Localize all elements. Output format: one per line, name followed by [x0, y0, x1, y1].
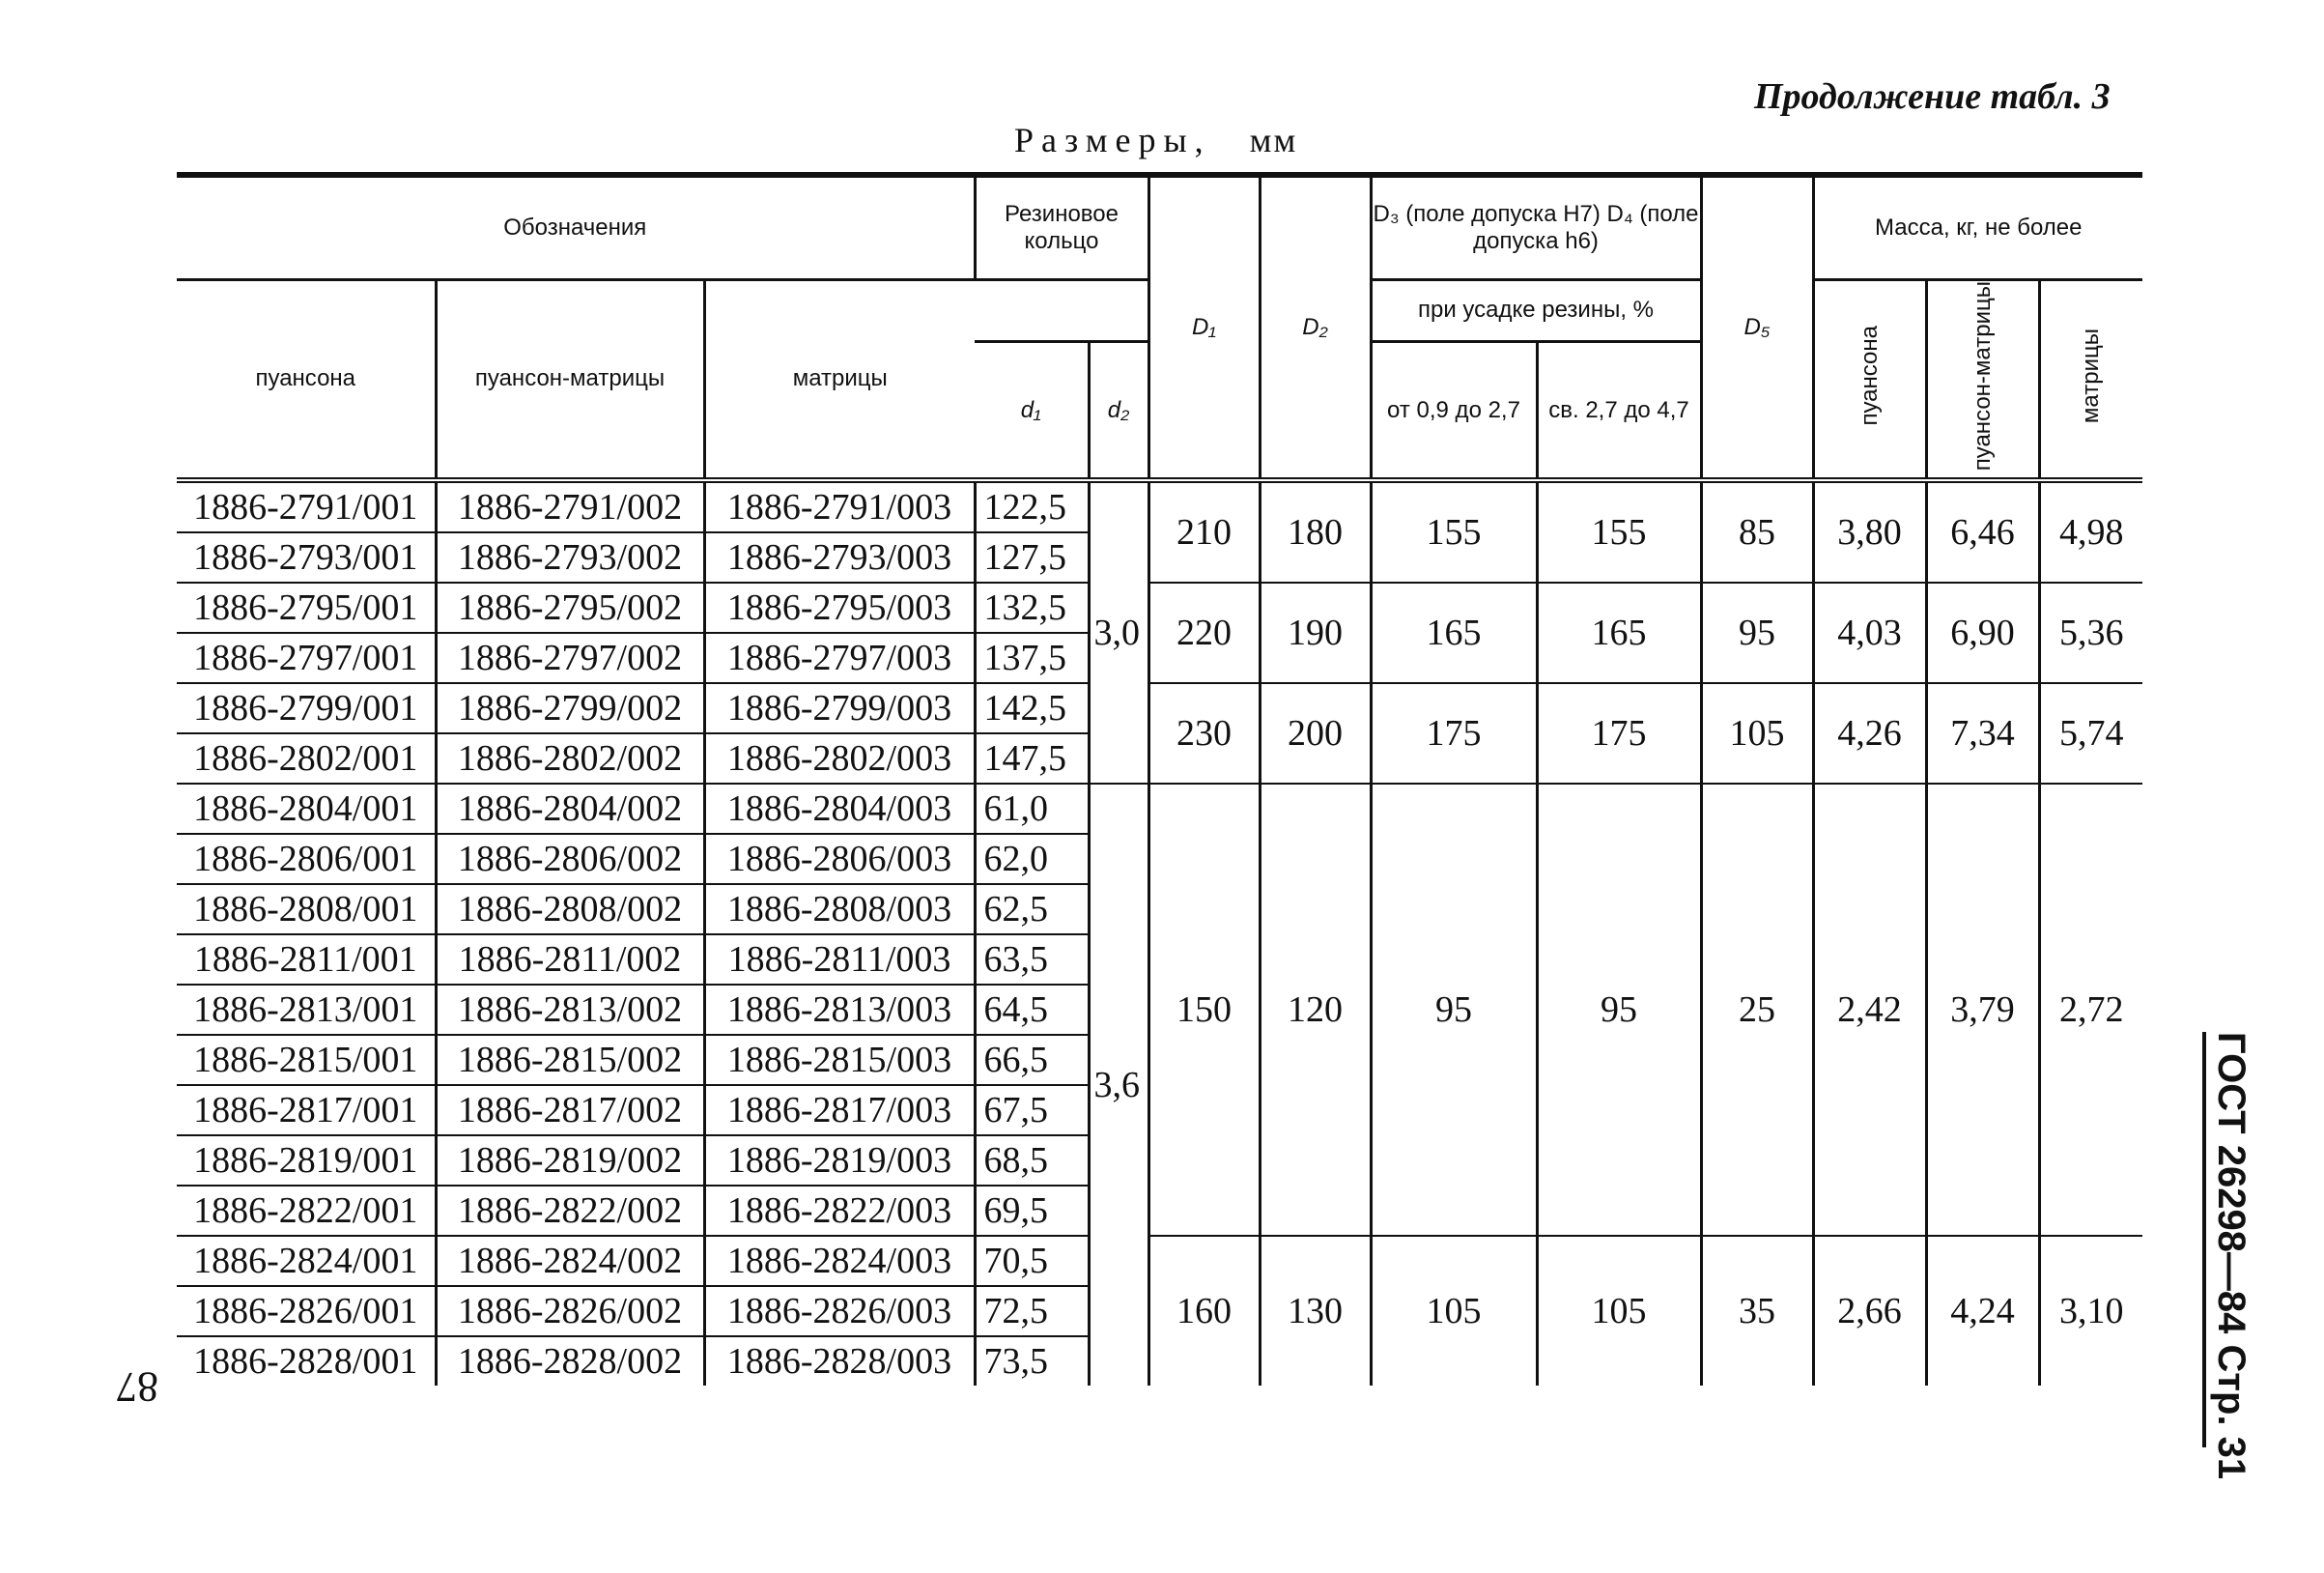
- mass-punch-die-label: пуансон-матрицы: [1969, 280, 1996, 471]
- punch-die-code: 1886-2808/002: [436, 884, 704, 934]
- table-row: [177, 683, 2142, 733]
- punch-code: 1886-2808/001: [177, 884, 436, 934]
- punch-die-code: 1886-2804/002: [436, 784, 704, 834]
- header-shrink-high: св. 2,7 до 4,7: [1537, 342, 1701, 480]
- punch-code: 1886-2826/001: [177, 1286, 436, 1336]
- header-d1-diameter: D₁: [1148, 175, 1260, 480]
- ring-d1-value: 127,5: [975, 532, 1089, 583]
- header-mass-punch: [1813, 279, 1926, 480]
- d5-diameter-value: 85: [1701, 480, 1813, 583]
- punch-code: 1886-2802/001: [177, 733, 436, 784]
- ring-d2-value: 3,0: [1089, 480, 1148, 784]
- header-d2-diameter: D₂: [1260, 175, 1371, 480]
- ring-d1-value: 73,5: [975, 1336, 1089, 1386]
- ring-d1-value: 69,5: [975, 1186, 1089, 1236]
- punch-die-code: 1886-2822/002: [436, 1186, 704, 1236]
- punch-die-code: 1886-2824/002: [436, 1236, 704, 1286]
- die-code: 1886-2815/003: [704, 1035, 975, 1085]
- mass-punch-label: пуансона: [1856, 325, 1883, 426]
- ring-d1-value: 137,5: [975, 633, 1089, 683]
- die-code: 1886-2799/003: [704, 683, 975, 733]
- table-caption: [1014, 120, 1297, 160]
- header-mass-punch-die: [1926, 279, 2039, 480]
- mass-punch-die-value: 6,90: [1926, 583, 2039, 683]
- die-code: 1886-2804/003: [704, 784, 975, 834]
- table-row: [177, 784, 2142, 834]
- punch-code: 1886-2806/001: [177, 834, 436, 884]
- caption-text: Размеры,: [1014, 121, 1211, 159]
- table-body: [177, 480, 2142, 1386]
- header-punch-die: пуансон-матрицы: [436, 279, 704, 480]
- d3-diameter-value: 165: [1371, 583, 1537, 683]
- d2-diameter-value: 180: [1260, 480, 1371, 583]
- d4-diameter-value: 95: [1537, 784, 1701, 1236]
- page-number: 87: [116, 1363, 158, 1411]
- punch-die-code: 1886-2815/002: [436, 1035, 704, 1085]
- die-code: 1886-2822/003: [704, 1186, 975, 1236]
- die-code: 1886-2797/003: [704, 633, 975, 683]
- mass-die-value: 5,74: [2039, 683, 2142, 784]
- continuation-note: Продолжение табл. 3: [1754, 76, 2111, 117]
- d5-diameter-value: 35: [1701, 1236, 1813, 1386]
- mass-punch-value: 2,66: [1813, 1236, 1926, 1386]
- punch-code: 1886-2824/001: [177, 1236, 436, 1286]
- punch-code: 1886-2813/001: [177, 985, 436, 1035]
- ring-d1-value: 67,5: [975, 1085, 1089, 1135]
- punch-die-code: 1886-2797/002: [436, 633, 704, 683]
- die-code: 1886-2819/003: [704, 1135, 975, 1186]
- header-ring-spacer-2: [1089, 279, 1148, 342]
- header-shrink-low: от 0,9 до 2,7: [1371, 342, 1537, 480]
- die-code: 1886-2817/003: [704, 1085, 975, 1135]
- die-code: 1886-2806/003: [704, 834, 975, 884]
- d1-diameter-value: 160: [1148, 1236, 1260, 1386]
- mass-punch-die-value: 3,79: [1926, 784, 2039, 1236]
- mass-punch-value: 3,80: [1813, 480, 1926, 583]
- header-d5-diameter: D₅: [1701, 175, 1813, 480]
- die-code: 1886-2791/003: [704, 480, 975, 532]
- header-designations: Обозначения: [177, 175, 975, 279]
- caption-unit: мм: [1249, 121, 1298, 159]
- d2-diameter-value: 130: [1260, 1236, 1371, 1386]
- punch-code: 1886-2804/001: [177, 784, 436, 834]
- mass-die-value: 5,36: [2039, 583, 2142, 683]
- punch-code: 1886-2828/001: [193, 1340, 418, 1382]
- header-mass: Масса, кг, не более: [1813, 175, 2142, 279]
- mass-die-value: 2,72: [2039, 784, 2142, 1236]
- mass-punch-value: 2,42: [1813, 784, 1926, 1236]
- mass-punch-value: 4,03: [1813, 583, 1926, 683]
- d1-diameter-value: 210: [1148, 480, 1260, 583]
- die-code: 1886-2826/003: [704, 1286, 975, 1336]
- punch-code: 1886-2795/001: [177, 583, 436, 633]
- ring-d1-value: 68,5: [975, 1135, 1089, 1186]
- d4-diameter-value: 105: [1537, 1236, 1701, 1386]
- ring-d1-value: 66,5: [975, 1035, 1089, 1085]
- ring-d1-value: 64,5: [975, 985, 1089, 1035]
- punch-die-code: 1886-2813/002: [436, 985, 704, 1035]
- d5-diameter-value: 25: [1701, 784, 1813, 1236]
- header-rubber-ring: Резиновое кольцо: [975, 175, 1148, 279]
- header-ring-spacer: [975, 279, 1089, 342]
- d2-diameter-value: 120: [1260, 784, 1371, 1236]
- die-code: 1886-2795/003: [704, 583, 975, 633]
- punch-code: 1886-2811/001: [177, 934, 436, 985]
- ring-d1-value: 62,0: [975, 834, 1089, 884]
- ring-d1-value: 132,5: [975, 583, 1089, 633]
- punch-die-code: 1886-2817/002: [436, 1085, 704, 1135]
- punch-die-code: 1886-2793/002: [436, 532, 704, 583]
- mass-die-value: 3,10: [2039, 1236, 2142, 1386]
- mass-die-value: 4,98: [2039, 480, 2142, 583]
- punch-code: 1886-2799/001: [177, 683, 436, 733]
- header-ring-d1: d₁: [975, 342, 1089, 480]
- mass-punch-die-value: 4,24: [1926, 1236, 2039, 1386]
- punch-code: 1886-2791/001: [177, 480, 436, 532]
- standard-label-text: ГОСТ 26298—84 Стр. 31: [2210, 1032, 2253, 1480]
- die-code: 1886-2813/003: [704, 985, 975, 1035]
- d4-diameter-value: 155: [1537, 480, 1701, 583]
- standard-side-label: [2202, 1032, 2260, 1480]
- ring-d1-value: 70,5: [975, 1236, 1089, 1286]
- d1-diameter-value: 220: [1148, 583, 1260, 683]
- ring-d1-value: 147,5: [975, 733, 1089, 784]
- ring-d1-value: 61,0: [975, 784, 1089, 834]
- punch-die-code: 1886-2791/002: [436, 480, 704, 532]
- ring-d1-value: 63,5: [975, 934, 1089, 985]
- header-ring-d2: d₂: [1089, 342, 1148, 480]
- header-d3-d4: D₃ (поле допуска H7) D₄ (поле допуска h6): [1371, 175, 1701, 279]
- dimensions-table: [177, 172, 2142, 1386]
- d1-diameter-value: 150: [1148, 784, 1260, 1236]
- die-code: 1886-2808/003: [704, 884, 975, 934]
- ring-d1-value: 72,5: [975, 1286, 1089, 1336]
- table-row: [177, 1236, 2142, 1286]
- punch-code: 1886-2815/001: [177, 1035, 436, 1085]
- table-row: [177, 480, 2142, 532]
- ring-d1-value: 62,5: [975, 884, 1089, 934]
- ring-d2-value: 3,6: [1089, 784, 1148, 1386]
- die-code: 1886-2828/003: [704, 1336, 975, 1386]
- punch-die-code: 1886-2828/002: [436, 1336, 704, 1386]
- die-code: 1886-2811/003: [704, 934, 975, 985]
- d4-diameter-value: 165: [1537, 583, 1701, 683]
- punch-die-code: 1886-2802/002: [436, 733, 704, 784]
- mass-punch-die-value: 6,46: [1926, 480, 2039, 583]
- punch-code: 1886-2797/001: [177, 633, 436, 683]
- punch-code: 1886-2817/001: [177, 1085, 436, 1135]
- punch-code: 1886-2793/001: [177, 532, 436, 583]
- header-mass-die: [2039, 279, 2142, 480]
- d5-diameter-value: 95: [1701, 583, 1813, 683]
- mass-punch-value: 4,26: [1813, 683, 1926, 784]
- punch-code: 1886-2822/001: [177, 1186, 436, 1236]
- d3-diameter-value: 105: [1371, 1236, 1537, 1386]
- d3-diameter-value: 95: [1371, 784, 1537, 1236]
- ring-d1-value: 122,5: [975, 480, 1089, 532]
- d5-diameter-value: 105: [1701, 683, 1813, 784]
- punch-die-code: 1886-2799/002: [436, 683, 704, 733]
- die-code: 1886-2802/003: [704, 733, 975, 784]
- punch-die-code: 1886-2826/002: [436, 1286, 704, 1336]
- mass-die-label: матрицы: [2078, 328, 2105, 423]
- punch-die-code: 1886-2795/002: [436, 583, 704, 633]
- punch-code: 1886-2819/001: [177, 1135, 436, 1186]
- ring-d1-value: 142,5: [975, 683, 1089, 733]
- table-row: [177, 583, 2142, 633]
- d2-diameter-value: 200: [1260, 683, 1371, 784]
- d3-diameter-value: 175: [1371, 683, 1537, 784]
- header-punch: пуансона: [177, 279, 436, 480]
- d4-diameter-value: 175: [1537, 683, 1701, 784]
- mass-punch-die-value: 7,34: [1926, 683, 2039, 784]
- die-code: 1886-2824/003: [704, 1236, 975, 1286]
- die-code: 1886-2793/003: [704, 532, 975, 583]
- header-shrinkage: при усадке резины, %: [1371, 279, 1701, 342]
- header-die: матрицы: [704, 279, 975, 480]
- d3-diameter-value: 155: [1371, 480, 1537, 583]
- d2-diameter-value: 190: [1260, 583, 1371, 683]
- punch-die-code: 1886-2819/002: [436, 1135, 704, 1186]
- d1-diameter-value: 230: [1148, 683, 1260, 784]
- punch-die-code: 1886-2806/002: [436, 834, 704, 884]
- punch-die-code: 1886-2811/002: [436, 934, 704, 985]
